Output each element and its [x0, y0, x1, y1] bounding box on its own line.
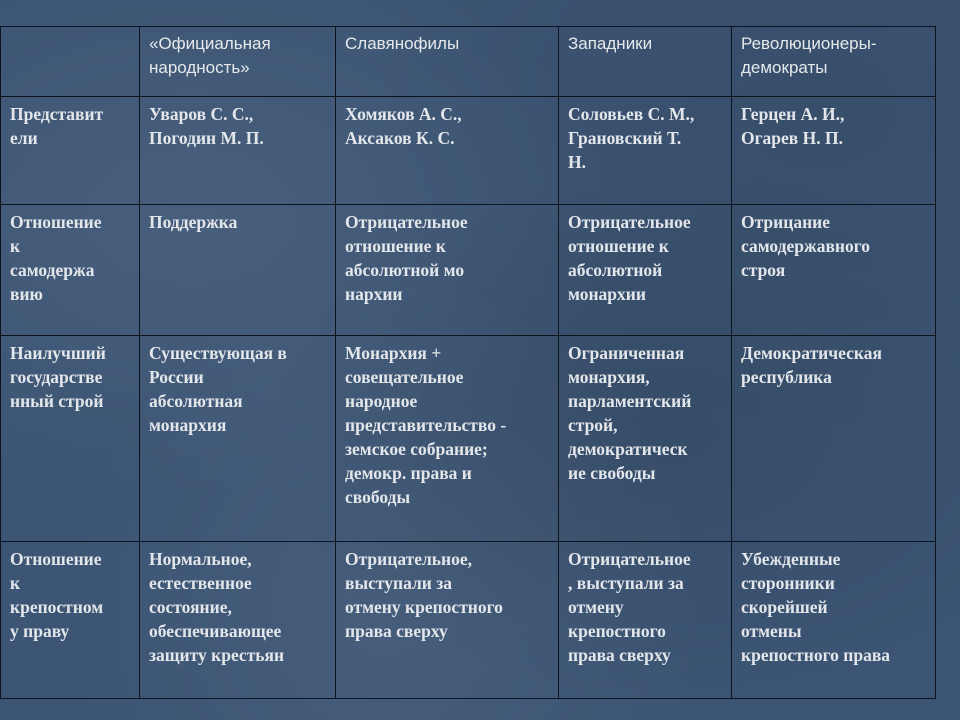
table-cell: Монархия + совещательное народное представительство - земское собрание; демокр. права и свободы: [336, 336, 559, 542]
row-label-attitude-to-serfdom: Отношение к крепостном у праву: [1, 542, 140, 699]
table-cell: Ограниченная монархия, парламентский строй, демократическ ие свободы: [559, 336, 732, 542]
table-cell: Отрицательное , выступали за отмену крепостного права сверху: [559, 542, 732, 699]
table-cell: Отрицательное отношение к абсолютной мо нархии: [336, 205, 559, 336]
table-cell: Нормальное, естественное состояние, обеспечивающее защиту крестьян: [140, 542, 336, 699]
comparison-table: [0, 26, 936, 699]
table-row: [1, 336, 936, 542]
header-cell-westernizers: Западники: [559, 27, 732, 97]
header-cell-slavophiles: Славянофилы: [336, 27, 559, 97]
table-cell: Отрицание самодержавного строя: [732, 205, 936, 336]
header-corner-cell: [1, 27, 140, 97]
row-label-representatives: Представит ели: [1, 97, 140, 205]
table-cell: Отрицательное отношение к абсолютной монархии: [559, 205, 732, 336]
table-cell: Уваров С. С., Погодин М. П.: [140, 97, 336, 205]
table-row: [1, 205, 936, 336]
table-cell: Демократическая республика: [732, 336, 936, 542]
table-cell: Поддержка: [140, 205, 336, 336]
table-cell: Герцен А. И., Огарев Н. П.: [732, 97, 936, 205]
table-cell: Существующая в России абсолютная монархия: [140, 336, 336, 542]
table-cell: Убежденные сторонники скорейшей отмены крепостного права: [732, 542, 936, 699]
row-label-attitude-to-autocracy: Отношение к самодержа вию: [1, 205, 140, 336]
table-cell: Отрицательное, выступали за отмену крепостного права сверху: [336, 542, 559, 699]
table-row: [1, 97, 936, 205]
header-cell-official-nationality: «Официальная народность»: [140, 27, 336, 97]
table-row: [1, 542, 936, 699]
header-cell-revolutionary-democrats: Революционеры- демократы: [732, 27, 936, 97]
table-cell: Соловьев С. М., Грановский Т. Н.: [559, 97, 732, 205]
row-label-best-state-system: Наилучший государстве нный строй: [1, 336, 140, 542]
table-header-row: [1, 27, 936, 97]
table-cell: Хомяков А. С., Аксаков К. С.: [336, 97, 559, 205]
